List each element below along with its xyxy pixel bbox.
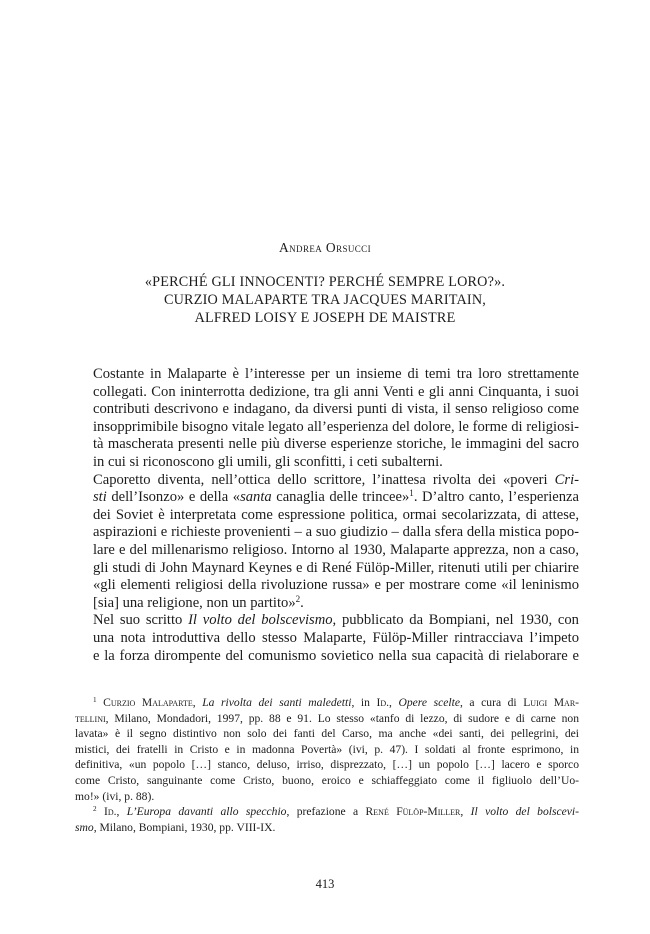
text-line xyxy=(75,820,579,836)
paragraph-2 xyxy=(75,472,579,613)
text-run: , Milano, Bompiani, 1930, pp. VIII-IX. xyxy=(93,820,276,834)
text-run: tellini xyxy=(75,711,106,725)
text-run: , xyxy=(192,696,203,709)
text-line: come Cristo, sanguinante come Cristo, buono, eroico e schiaffeggiato come il figliuolo dell’Uo- xyxy=(75,773,579,787)
title-line: CURZIO MALAPARTE TRA JACQUES MARITAIN, xyxy=(163,292,487,308)
text-line xyxy=(75,472,579,490)
author-name xyxy=(0,240,650,256)
text-line: Costante in Malaparte è l’interesse per un insieme di temi tra loro strettamente xyxy=(93,366,579,382)
text-run: , xyxy=(116,805,127,819)
text-run: , Milano, Mondadori, 1997, pp. 88 e 91. Lo stesso «tanfo di lezzo, di sudore e di carne non xyxy=(105,711,579,725)
text-run: , xyxy=(389,696,399,709)
footnotes xyxy=(75,695,579,835)
text-run: canaglia delle trincee» xyxy=(271,489,410,506)
text-line xyxy=(75,804,579,820)
title-line: ALFRED LOISY E JOSEPH DE MAISTRE xyxy=(194,310,456,326)
text-line xyxy=(75,695,579,711)
italic-run: Cri- xyxy=(554,471,579,488)
italic-run: sti xyxy=(93,489,107,506)
text-line: lavata» è il segno distintivo non solo dei fanti del Carso, ma anche «dei santi, dei pellegrini, dei xyxy=(75,727,579,741)
page-number: 413 xyxy=(315,877,335,891)
text-run: , pubblicato da Bompiani, nel 1930, con xyxy=(332,612,579,629)
text-line: gli studi di John Maynard Keynes e di René Fülöp-Miller, ritenuti utili per chiarire xyxy=(93,559,579,576)
text-line xyxy=(75,595,579,613)
text-line: lare e del millenarismo religioso. Intorno al 1930, Malaparte apprezza, non a caso, xyxy=(93,541,579,558)
text-line: contributi descrivono e indagano, da diversi punti di vista, il senso religioso come xyxy=(93,401,579,418)
text-run: . xyxy=(300,594,304,611)
paragraph-1 xyxy=(75,366,579,472)
text-run: Curzio Malaparte xyxy=(103,696,193,709)
paragraph-3 xyxy=(75,612,579,665)
text-line: «gli elementi religiosi della rivoluzione russa» e per mostrare come «il leninismo xyxy=(93,577,579,594)
text-run: , a cura di xyxy=(459,696,524,709)
italic-run: Il volto del bolscevismo xyxy=(188,612,333,629)
italic-run: Il volto del bolscevi- xyxy=(470,805,580,819)
text-run: , prefazione a xyxy=(286,805,366,819)
text-line: dei Soviet è interpretata come espressione politica, ormai secolarizzata, di attese, xyxy=(93,506,579,523)
text-run: Luigi Mar- xyxy=(523,696,580,709)
title-line: «PERCHÉ GLI INNOCENTI? PERCHÉ SEMPRE LORO?». xyxy=(144,274,506,290)
text-line: insopprimibile bisogno vitale legato all’esperienza del dolore, le forme di religiosi- xyxy=(93,418,579,435)
footnote-1 xyxy=(75,695,579,804)
footnote-number: 2 xyxy=(93,805,97,814)
italic-run: La rivolta dei santi maledetti xyxy=(202,696,352,709)
text-run: Caporetto diventa, nell’ottica dello scrittore, l’inattesa rivolta dei «poveri xyxy=(93,471,555,488)
text-run: Id. xyxy=(103,805,117,819)
italic-run: santa xyxy=(240,489,272,506)
text-line xyxy=(75,489,579,507)
body-text xyxy=(75,366,579,665)
text-line: aspirazioni e richieste provenienti – a suo giudizio – dalla sfera della mistica popo- xyxy=(93,524,579,541)
text-line xyxy=(75,612,579,630)
text-line: tà mascherata presenti nelle più diverse esperienze storiche, le immagini del sacro xyxy=(93,436,579,453)
text-run: René Fülöp-Miller xyxy=(365,805,461,819)
text-line: mo!» (ivi, p. 88). xyxy=(75,789,155,803)
author-name-text: Andrea Orsucci xyxy=(279,240,371,255)
text-run: Id. xyxy=(376,696,390,709)
italic-run: smo xyxy=(75,820,94,834)
text-line: collegati. Con ininterrotta dedizione, tra gli anni Venti e gli anni Cinquanta, i suoi xyxy=(93,383,579,400)
text-run: Nel suo scritto xyxy=(93,612,189,629)
footnote-2 xyxy=(75,804,579,835)
text-line: definitiva, «un popolo […] stanco, deluso, irriso, disprezzato, […] un popolo […] lacero e sporco xyxy=(75,758,579,772)
footnote-ref[interactable]: 1 xyxy=(409,488,414,499)
text-line xyxy=(75,711,579,727)
footnote-ref[interactable]: 2 xyxy=(295,593,301,604)
text-run: . D’altro canto, l’esperienza xyxy=(413,489,579,506)
article-title xyxy=(60,273,590,327)
text-run: dell’Isonzo» e della « xyxy=(106,489,241,506)
text-run: , xyxy=(460,805,471,819)
text-run: [sia] una religione, non un partito» xyxy=(93,594,296,611)
text-line: mistici, dei fratelli in Cristo e in madonna Povertà» (ivi, p. 47). I soldati al fronte esprimono, in xyxy=(75,742,579,756)
italic-run: L’Europa davanti allo specchio xyxy=(126,805,287,819)
footnote-number: 1 xyxy=(93,696,97,705)
text-line: una nota introduttiva dello stesso Malaparte, Fülöp-Miller rintracciava l’impeto xyxy=(93,629,579,646)
italic-run: Opere scelte xyxy=(398,696,460,709)
text-line: e la forza dirompente del comunismo sovietico nella sua capacità di rielaborare e xyxy=(93,647,579,664)
text-run: , in xyxy=(351,696,377,709)
text-line: in cui si riconoscono gli umili, gli sconfitti, i ceti subalterni. xyxy=(93,453,443,470)
